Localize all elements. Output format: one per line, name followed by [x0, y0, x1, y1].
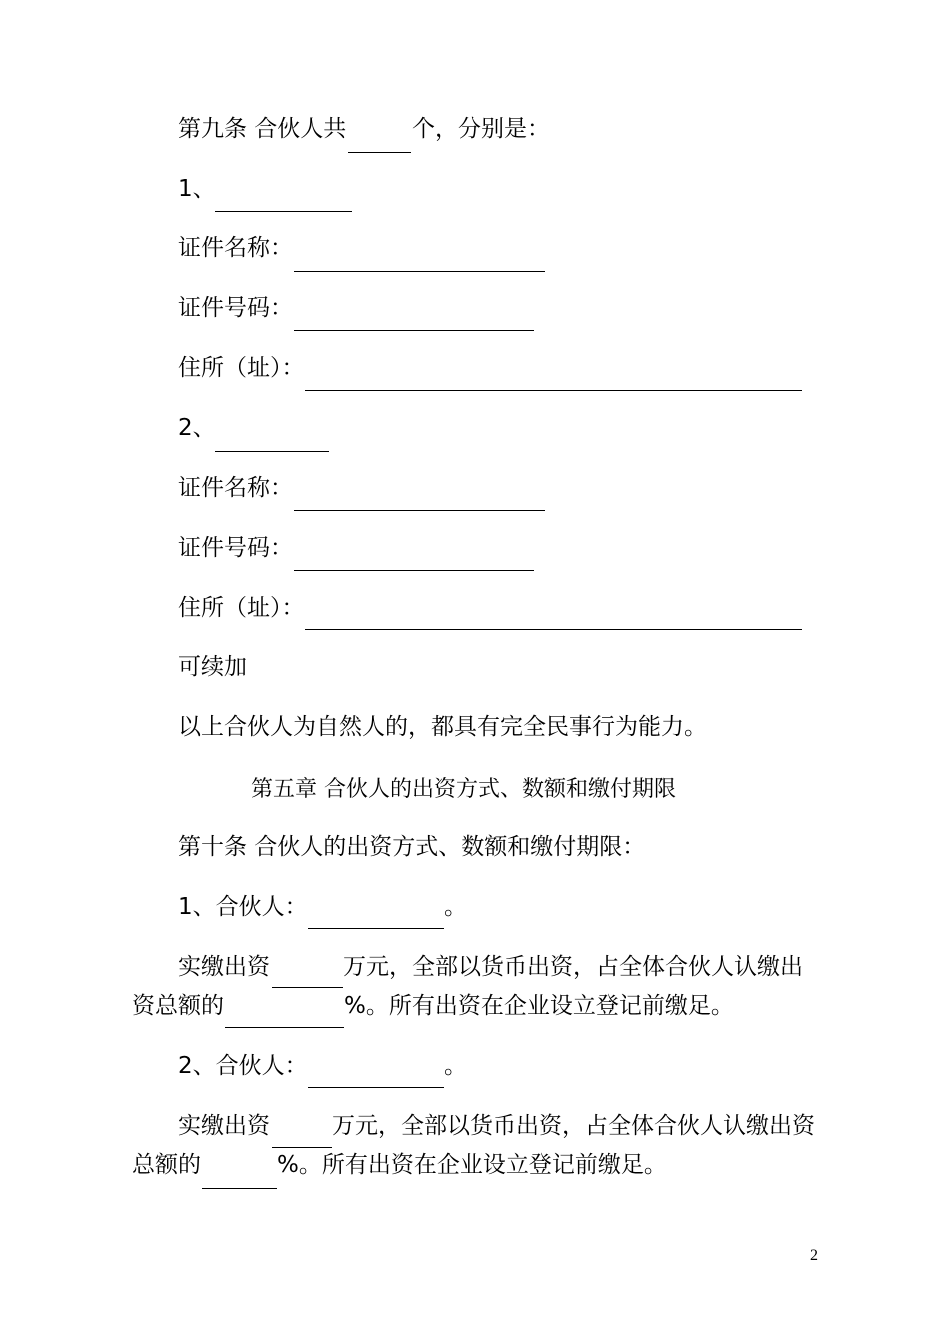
contribution2-partner-blank[interactable] [308, 1087, 444, 1088]
partner2-address-label: 住所（址）： [178, 595, 305, 621]
contribution1-line2-a: 资总额的 [132, 993, 224, 1019]
partner1-id-number-blank[interactable] [294, 330, 534, 331]
contribution2-line2-a: 总额的 [132, 1152, 201, 1178]
contribution1-line2-b: %。所有出资在企业设立登记前缴足。 [344, 993, 734, 1019]
partner1-name-blank[interactable] [215, 211, 352, 212]
continue-note: 可续加 [178, 654, 247, 680]
partner2-address-blank[interactable] [305, 629, 802, 630]
contribution1-line1-a: 实缴出资 [178, 954, 270, 980]
contribution1-end-mark: 。 [444, 894, 467, 920]
partner2-number: 2、 [178, 415, 216, 441]
partner2-id-name-blank[interactable] [294, 510, 545, 511]
contribution2-line1-a: 实缴出资 [178, 1113, 270, 1139]
article9-suffix: 个，分别是： [412, 116, 550, 142]
partner1-number: 1、 [178, 176, 216, 202]
contribution2-end-mark: 。 [444, 1053, 467, 1079]
partner1-address-blank[interactable] [305, 390, 802, 391]
contribution1-partner-label: 1、合伙人： [178, 894, 308, 920]
partner2-id-name-label: 证件名称： [178, 475, 293, 501]
contribution2-line2-b: %。所有出资在企业设立登记前缴足。 [277, 1152, 667, 1178]
partner1-id-number-label: 证件号码： [178, 295, 293, 321]
partner-count-blank[interactable] [348, 152, 411, 153]
partner2-id-number-blank[interactable] [294, 570, 534, 571]
article10: 第十条 合伙人的出资方式、数额和缴付期限： [178, 834, 646, 860]
page-number: 2 [810, 1247, 818, 1264]
capacity-statement: 以上合伙人为自然人的，都具有完全民事行为能力。 [178, 714, 707, 740]
contribution1-percent-blank[interactable] [225, 1027, 344, 1028]
contribution2-amount-blank[interactable] [272, 1147, 332, 1148]
contribution2-percent-blank[interactable] [202, 1188, 277, 1189]
contribution2-line1-b: 万元，全部以货币出资，占全体合伙人认缴出资 [332, 1113, 815, 1139]
contribution1-partner-blank[interactable] [308, 928, 444, 929]
article9-prefix: 第九条 合伙人共 [178, 116, 347, 142]
chapter5-title: 第五章 合伙人的出资方式、数额和缴付期限 [251, 777, 676, 802]
partner1-address-label: 住所（址）： [178, 355, 305, 381]
partner1-id-name-label: 证件名称： [178, 235, 293, 261]
partner2-id-number-label: 证件号码： [178, 535, 293, 561]
contribution1-amount-blank[interactable] [272, 987, 343, 988]
partner2-name-blank[interactable] [215, 451, 329, 452]
contribution1-line1-b: 万元，全部以货币出资，占全体合伙人认缴出 [343, 954, 803, 980]
partner1-id-name-blank[interactable] [294, 271, 545, 272]
contribution2-partner-label: 2、合伙人： [178, 1053, 308, 1079]
